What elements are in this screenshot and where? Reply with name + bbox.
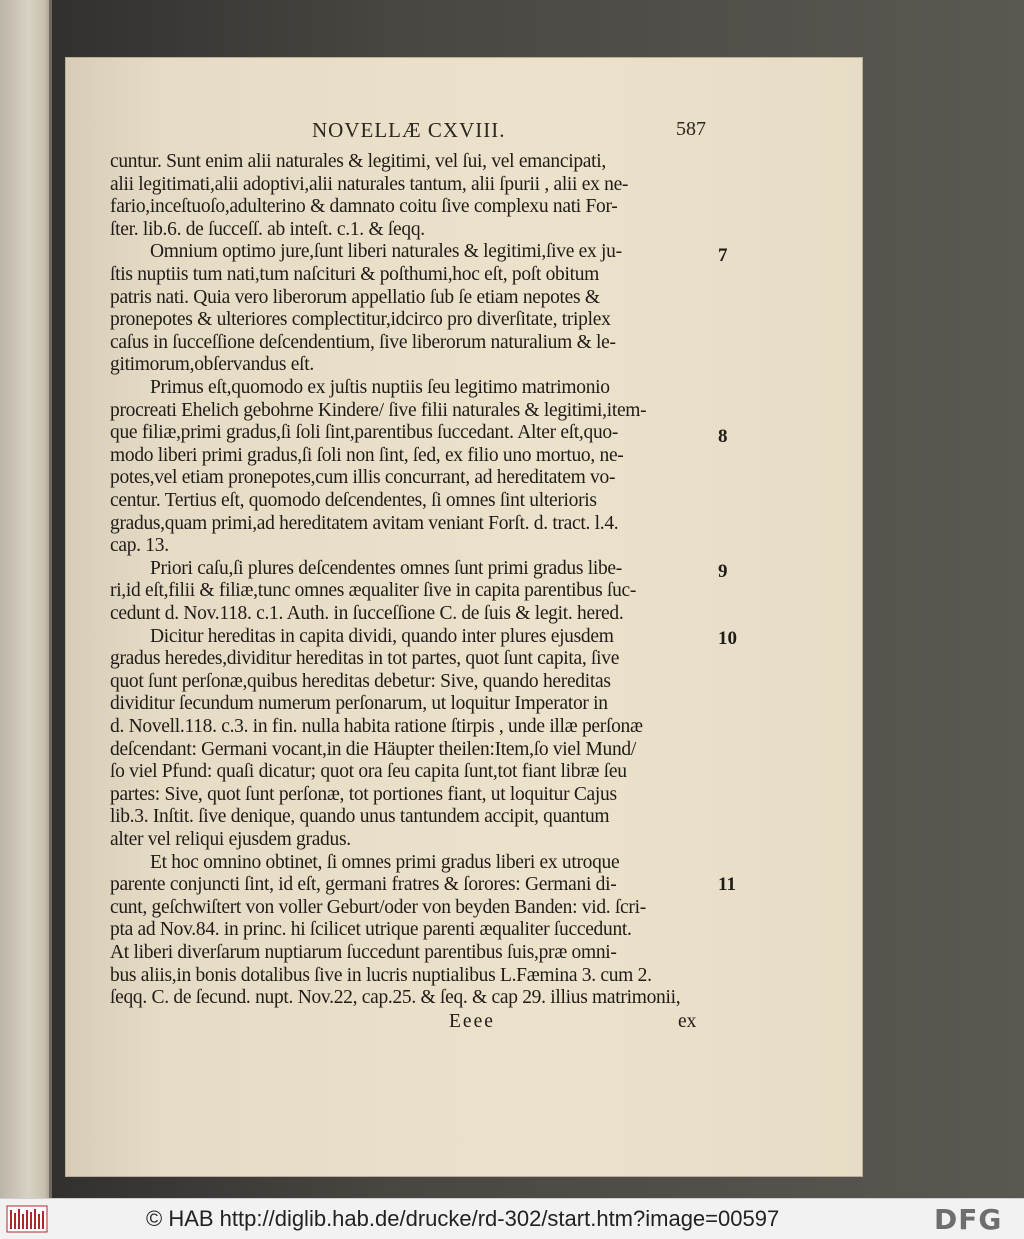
left-page-edge	[0, 0, 52, 1198]
text-line: potes,vel etiam pronepotes,cum illis concurrant, ad hereditatem vo-	[110, 467, 616, 489]
text-line: ſter. lib.6. de ſucceſſ. ab inteſt. c.1. & ſeqq.	[110, 218, 425, 240]
margin-number: 7	[718, 245, 728, 266]
book-page	[66, 58, 862, 1176]
text-line: ſtis nuptiis tum nati,tum naſcituri & poſthumi,hoc eſt, poſt obitum	[110, 264, 600, 285]
text-line: pta ad Nov.84. in princ. hi ſcilicet utrique parenti æqualiter ſuccedunt.	[110, 919, 632, 941]
text-line: alter vel reliqui ejusdem gradus.	[110, 829, 351, 850]
text-line: Omnium optimo jure,ſunt liberi naturales & legitimi,ſive ex ju-	[150, 241, 622, 263]
footer-bar	[0, 1198, 1024, 1239]
text-line: bus aliis,in bonis dotalibus ſive in lucris nuptialibus L.Fæmina 3. cum 2.	[110, 964, 652, 986]
footer-copyright-url[interactable]: © HAB http://diglib.hab.de/drucke/rd-302/start.htm?image=00597	[146, 1206, 780, 1231]
text-line: pronepotes & ulteriores complectitur,idcirco pro diverſitate, triplex	[110, 309, 611, 331]
text-line: Et hoc omnino obtinet, ſi omnes primi gradus liberi ex utroque	[150, 851, 620, 873]
text-line: procreati Ehelich gebohrne Kindere/ ſive filii naturales & legitimi,item-	[110, 399, 647, 421]
text-line: caſus in ſucceſſione deſcendentium, ſive liberorum naturalium & le-	[110, 331, 616, 353]
margin-number: 11	[718, 874, 736, 895]
text-line: patris nati. Quia vero liberorum appellatio ſub ſe etiam nepotes &	[110, 286, 600, 308]
text-line: ſo viel Pfund: quaſi dicatur; quot ora ſeu capita ſunt,tot fiant libræ ſeu	[110, 761, 627, 783]
signature-mark: Eeee	[449, 1011, 495, 1032]
text-line: partes: Sive, quot ſunt perſonæ, tot portiones fiant, ut loquitur Cajus	[110, 783, 617, 805]
text-line: Priori caſu,ſi plures deſcendentes omnes ſunt primi gradus libe-	[150, 557, 622, 579]
text-line: modo liberi primi gradus,ſi ſoli non ſint, ſed, ex filio uno mortuo, ne-	[110, 444, 624, 466]
text-line: cedunt d. Nov.118. c.1. Auth. in ſucceſſione C. de ſuis & legit. hered.	[110, 603, 624, 624]
text-line: quot ſunt perſonæ,quibus hereditas debetur: Sive, quando hereditas	[110, 670, 611, 692]
text-line: fario,inceſtuoſo,adulterino & damnato coitu ſive complexu nati For-	[110, 196, 618, 218]
text-line: gitimorum,obſervandus eſt.	[110, 354, 314, 376]
text-line: ſeqq. C. de ſecund. nupt. Nov.22, cap.25. & ſeq. & cap 29. illius matrimonii,	[110, 987, 681, 1009]
text-line: alii legitimati,alii adoptivi,alii naturales tantum, alii ſpurii , alii ex ne-	[110, 173, 629, 195]
text-line: gradus heredes,dividitur hereditas in tot partes, quot ſunt capita, ſive	[110, 648, 620, 670]
text-line: parente conjuncti ſint, id eſt, germani fratres & ſorores: Germani di-	[110, 874, 617, 896]
text-line: gradus,quam primi,ad hereditatem avitam veniant Forſt. d. tract. l.4.	[110, 512, 619, 534]
text-line: deſcendant: Germani vocant,in die Häupter theilen:Item,ſo viel Mund/	[110, 738, 636, 760]
margin-number: 10	[718, 628, 737, 649]
catchword: ex	[678, 1011, 697, 1032]
text-line: lib.3. Inſtit. ſive denique, quando unus tantundem accipit, quantum	[110, 806, 610, 828]
text-line: cuntur. Sunt enim alii naturales & legitimi, vel ſui, vel emancipati,	[110, 151, 606, 172]
hab-logo-icon	[6, 1205, 48, 1233]
text-line: Dicitur hereditas in capita dividi, quando inter plures ejusdem	[150, 625, 614, 647]
text-line: cunt, geſchwiſtert von voller Geburt/oder von beyden Banden: vid. ſcri-	[110, 896, 646, 918]
margin-number: 8	[718, 426, 728, 447]
text-line: Primus eſt,quomodo ex juſtis nuptiis ſeu legitimo matrimonio	[150, 377, 610, 398]
text-line: que filiæ,primi gradus,ſi ſoli ſint,parentibus ſuccedant. Alter eſt,quo-	[110, 422, 619, 444]
running-head: NOVELLÆ CXVIII.	[312, 118, 506, 142]
margin-number: 9	[718, 561, 728, 582]
text-line: cap. 13.	[110, 535, 169, 557]
text-line: ri,id eſt,filii & filiæ,tunc omnes æqualiter ſive in capita parentibus ſuc-	[110, 580, 637, 602]
text-line: At liberi diverſarum nuptiarum ſuccedunt parentibus ſuis,præ omni-	[110, 942, 617, 963]
text-line: d. Novell.118. c.3. in fin. nulla habita ratione ſtirpis , unde illæ perſonæ	[110, 716, 643, 737]
text-line: dividitur ſecundum numerum perſonarum, ut loquitur Imperator in	[110, 693, 608, 715]
page-number: 587	[676, 118, 706, 140]
text-line: centur. Tertius eſt, quomodo deſcendentes, ſi omnes ſint ulterioris	[110, 490, 597, 511]
dfg-logo: DFG	[934, 1203, 1003, 1236]
